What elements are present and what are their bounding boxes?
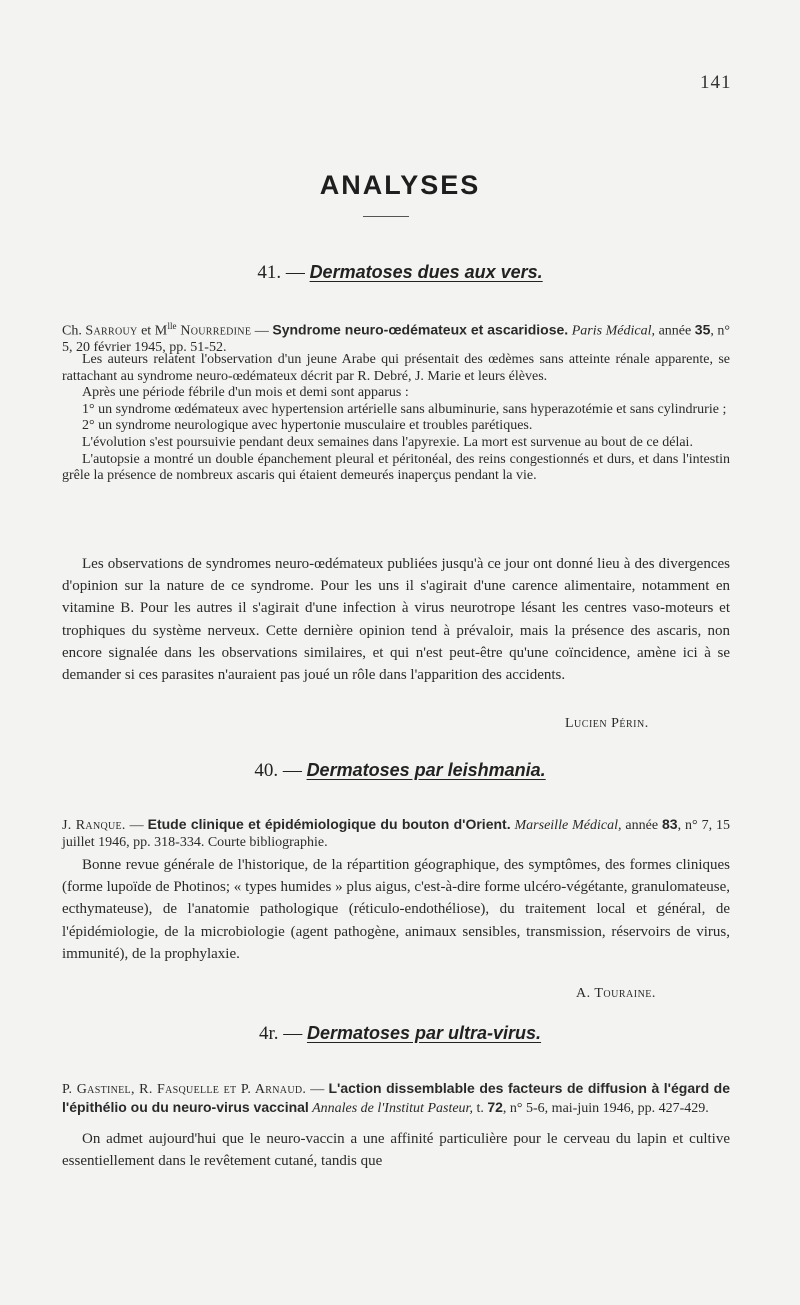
section-heading-40 bbox=[0, 760, 800, 782]
journal-name: Marseille Médical, bbox=[510, 818, 622, 833]
volume-number: 72 bbox=[487, 1098, 503, 1115]
volume-number: 35 bbox=[694, 321, 711, 338]
title-divider bbox=[363, 216, 409, 217]
author-name: P. Gastinel, R. Fasquelle et P. Arnaud. bbox=[62, 1082, 307, 1097]
article-commentary-2 bbox=[62, 854, 730, 965]
article-commentary-1 bbox=[62, 553, 730, 686]
section-number: 4r. bbox=[258, 1023, 279, 1044]
author-title: M bbox=[154, 323, 168, 339]
paragraph: L'autopsie a montré un double épanchement pleural et péritonéal, des reins congestionnés et durs, et dans l'intestin grêle la présence de nombreux ascaris qui étaient demeurés inaperçus pendant la vie. bbox=[62, 451, 730, 484]
author-name: Sarrouy bbox=[85, 323, 138, 339]
citation-ref: , n° 7, 15 juillet 1946, pp. 318-334. Courte bibliographie. bbox=[62, 818, 731, 850]
paragraph: Les auteurs relatent l'observation d'un jeune Arabe qui présentait des œdèmes sans atteinte rénale apparente, se rattachant au syndrome neuro-œdémateux décrit par R. Debré, J. Marie et leurs élèves. bbox=[62, 352, 730, 384]
citation-ref: année bbox=[655, 323, 695, 339]
author-initial: Ch. bbox=[62, 323, 86, 339]
volume-number: 83 bbox=[662, 816, 678, 832]
section-dash: — bbox=[282, 760, 302, 781]
paragraph: 2° un syndrome neurologique avec hypertonie musculaire et troubles parétiques. bbox=[82, 418, 533, 434]
article-citation-3 bbox=[62, 1080, 730, 1117]
section-heading-41 bbox=[0, 262, 800, 284]
paragraph: L'évolution s'est poursuivie pendant deux semaines dans l'apyrexie. La mort est survenue au bout de ce délai. bbox=[82, 434, 693, 450]
article-title: Syndrome neuro-œdémateux et ascaridiose. bbox=[272, 321, 569, 338]
signature: A. Touraine. bbox=[576, 986, 656, 1001]
journal-name: Annales de l'Institut Pasteur, bbox=[308, 1100, 473, 1116]
citation-separator: — bbox=[251, 323, 273, 339]
author-name: Nourredine bbox=[176, 323, 252, 339]
section-heading-4r bbox=[0, 1023, 800, 1045]
article-commentary-3 bbox=[62, 1128, 730, 1172]
signature: Lucien Périn. bbox=[565, 716, 649, 731]
section-number: 40. bbox=[254, 760, 279, 781]
citation-ref: t. bbox=[472, 1100, 488, 1116]
paragraph: Après une période fébrile d'un mois et demi sont apparus : bbox=[82, 385, 409, 401]
commentary-paragraph: On admet aujourd'hui que le neuro-vaccin a une affinité particulière pour le cerveau du lapin et cultive essentiellement dans le revêtement cutané, tandis que bbox=[62, 1131, 730, 1170]
article-title: Etude clinique et épidémiologique du bouton d'Orient. bbox=[147, 816, 511, 832]
commentary-paragraph: Bonne revue générale de l'historique, de la répartition géographique, des symptômes, des formes cliniques (forme lupoïde de Photinos; « types humides » plus aigus, c'est-à-dire forme ulcéro-végétante, granulomateuse, ecthymateuse), de l'anatomie pathologique (réticulo-endothéliose), du traitement local et général, de l'épidémiologie, de la microbiologie (agent pathogène, animaux sensibles, transmission, réservoirs de virus, immunité), de la prophylaxie. bbox=[62, 857, 730, 962]
article-title: L'action dissemblable des facteurs de diffusion à l'égard de l'épithélio ou du neuro-virus vaccinal bbox=[62, 1080, 730, 1115]
page-number: 141 bbox=[700, 72, 732, 93]
citation-ref: année bbox=[621, 818, 663, 833]
paragraph: 1° un syndrome œdémateux avec hypertension artérielle sans albuminurie, sans hyperazotémie et sans cylindrurie ; bbox=[82, 401, 727, 417]
section-dash: — bbox=[285, 262, 305, 283]
page-title: ANALYSES bbox=[319, 170, 481, 200]
author-title-superscript: lle bbox=[167, 321, 177, 331]
section-dash: — bbox=[283, 1023, 303, 1044]
author-conjunction: et bbox=[137, 323, 155, 339]
citation-ref: , n° 5, 20 février 1945, pp. 51-52. bbox=[62, 323, 731, 356]
section-title: Dermatoses dues aux vers. bbox=[309, 262, 543, 282]
section-title: Dermatoses par leishmania. bbox=[306, 760, 546, 780]
citation-ref: , n° 5-6, mai-juin 1946, pp. 427-429. bbox=[502, 1100, 709, 1116]
citation-separator: — bbox=[125, 818, 148, 833]
author-name: J. Ranque. bbox=[62, 818, 126, 833]
citation-separator: — bbox=[306, 1082, 329, 1097]
section-title: Dermatoses par ultra-virus. bbox=[306, 1023, 542, 1043]
article-body-1 bbox=[62, 352, 730, 485]
commentary-paragraph: Les observations de syndromes neuro-œdémateux publiées jusqu'à ce jour ont donné lieu à des divergences d'opinion sur la nature de ce syndrome. Pour les uns il s'agirait d'une carence alimentaire, notamment en vitamine B. Pour les autres il s'agirait d'une infection à virus neurotrope lésant les centres vaso-moteurs et trophiques du système nerveux. Cette dernière opinion tend à prévaloir, mais la présence des ascaris, non encore signalée dans les observations similaires, et qui n'est peut-être qu'une coïncidence, amène ici à se demander si ces parasites n'auraient pas joué un rôle dans l'apparition des accidents. bbox=[62, 556, 730, 684]
journal-name: Paris Médical, bbox=[568, 323, 656, 339]
section-number: 41. bbox=[257, 262, 282, 283]
article-citation-2 bbox=[62, 816, 730, 851]
